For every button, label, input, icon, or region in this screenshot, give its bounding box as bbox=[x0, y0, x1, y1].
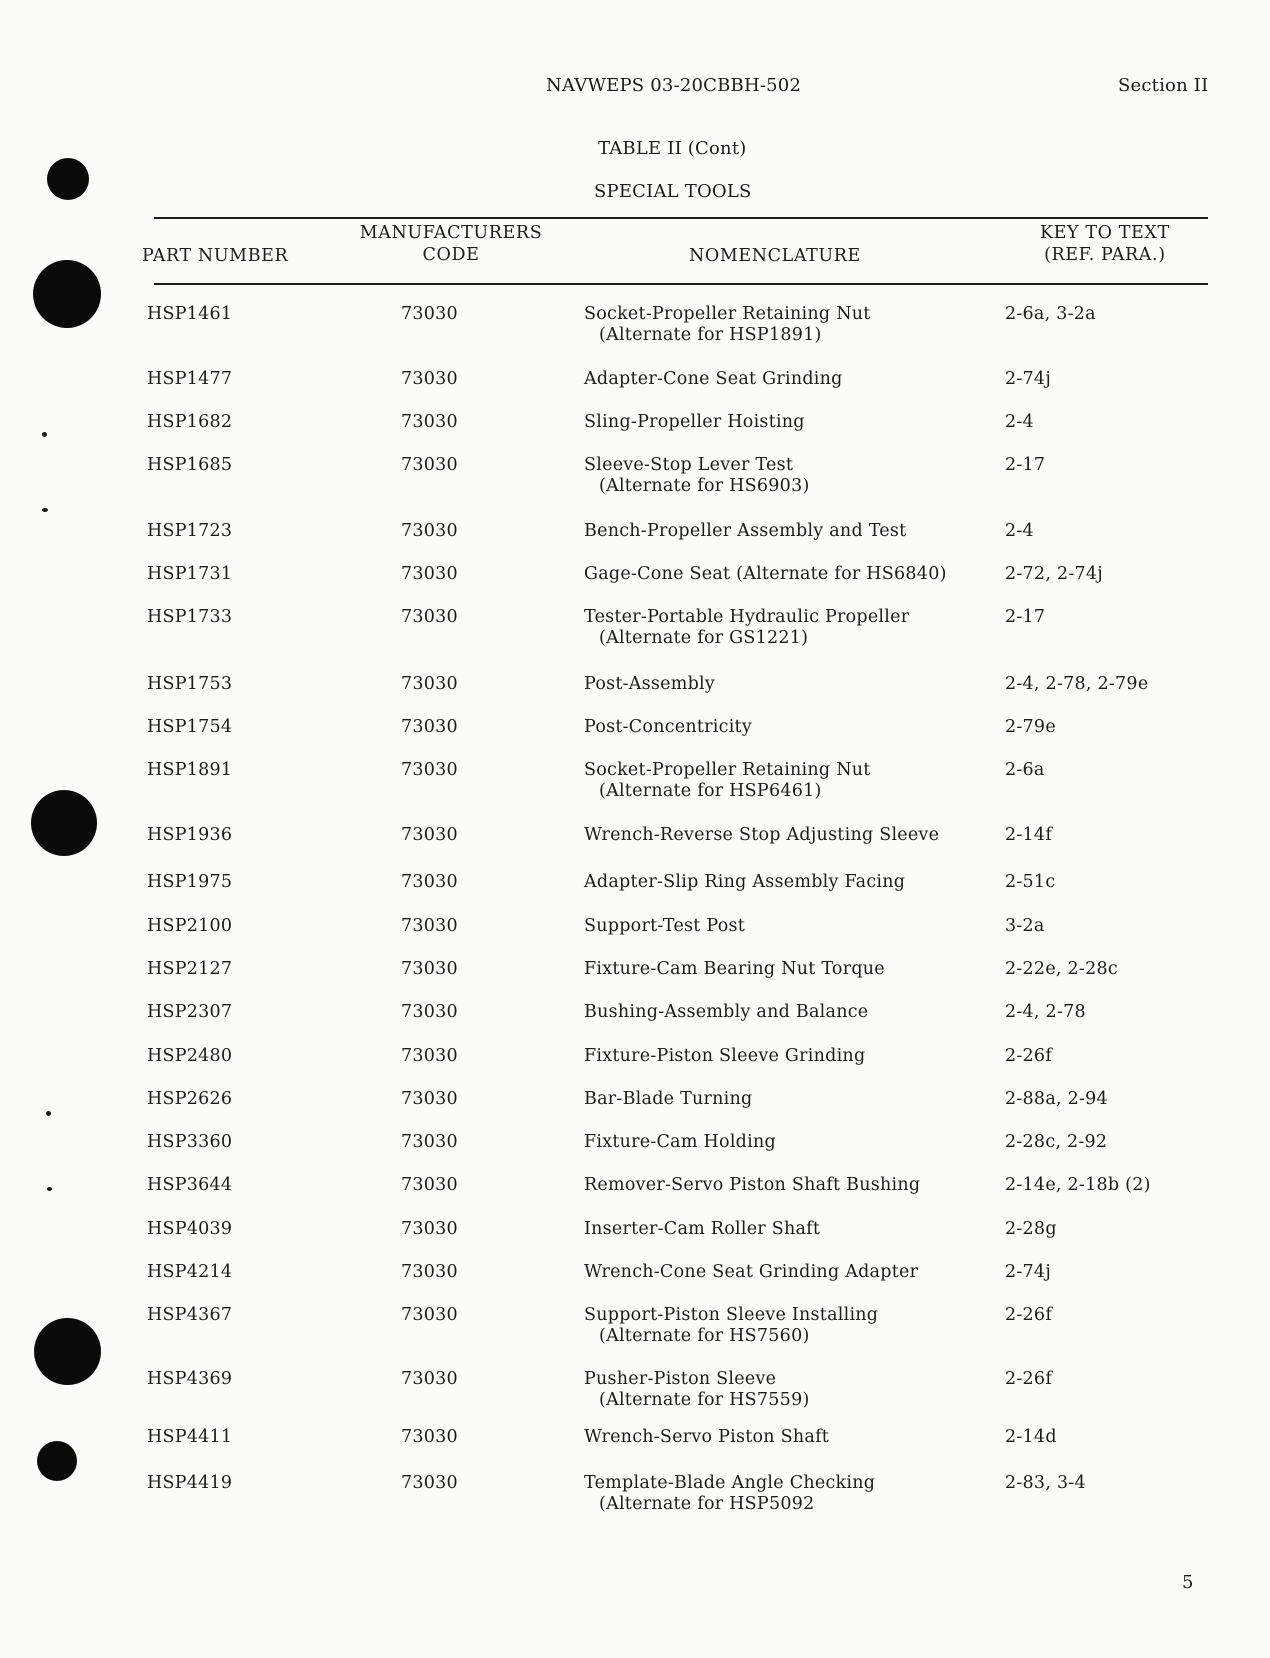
nomenclature-cell bbox=[584, 1305, 878, 1347]
key-to-text-cell: 2-4, 2-78, 2-79e bbox=[1005, 674, 1149, 694]
manufacturers-code-cell: 73030 bbox=[401, 369, 458, 389]
nomenclature-alternate-line: (Alternate for HSP6461) bbox=[599, 781, 822, 801]
part-number-cell: HSP1754 bbox=[147, 717, 233, 737]
nomenclature-line: Socket-Propeller Retaining Nut bbox=[584, 304, 871, 324]
nomenclature-cell: Inserter-Cam Roller Shaft bbox=[584, 1219, 821, 1239]
key-to-text-cell: 2-22e, 2-28c bbox=[1005, 959, 1118, 979]
manufacturers-code-cell: 73030 bbox=[401, 916, 458, 936]
key-to-text-cell: 2-26f bbox=[1005, 1369, 1053, 1389]
manufacturers-code-cell: 73030 bbox=[401, 674, 458, 694]
key-to-text-cell: 2-83, 3-4 bbox=[1005, 1473, 1086, 1493]
nomenclature-cell bbox=[584, 304, 871, 346]
manufacturers-code-cell: 73030 bbox=[401, 760, 458, 780]
key-to-text-cell: 2-4 bbox=[1005, 412, 1034, 432]
part-number-cell: HSP1731 bbox=[147, 564, 233, 584]
nomenclature-alternate-line: (Alternate for HS7560) bbox=[599, 1326, 810, 1346]
manufacturers-code-cell: 73030 bbox=[401, 1046, 458, 1066]
nomenclature-cell: Wrench-Cone Seat Grinding Adapter bbox=[584, 1262, 919, 1282]
part-number-cell: HSP2100 bbox=[147, 916, 233, 936]
manufacturers-code-cell: 73030 bbox=[401, 304, 458, 324]
part-number-cell: HSP3360 bbox=[147, 1132, 233, 1152]
nomenclature-cell: Bushing-Assembly and Balance bbox=[584, 1002, 869, 1022]
manufacturers-code-cell: 73030 bbox=[401, 455, 458, 475]
part-number-cell: HSP1733 bbox=[147, 607, 233, 627]
nomenclature-cell: Wrench-Servo Piston Shaft bbox=[584, 1427, 830, 1447]
manufacturers-code-cell: 73030 bbox=[401, 717, 458, 737]
part-number-cell: HSP1477 bbox=[147, 369, 233, 389]
part-number-cell: HSP1685 bbox=[147, 455, 233, 475]
manufacturers-code-cell: 73030 bbox=[401, 1369, 458, 1389]
part-number-cell: HSP4214 bbox=[147, 1262, 233, 1282]
nomenclature-cell bbox=[584, 760, 871, 802]
column-header-line: MANUFACTURERS bbox=[359, 223, 543, 243]
part-number-cell: HSP1461 bbox=[147, 304, 233, 324]
key-to-text-cell: 2-26f bbox=[1005, 1305, 1053, 1325]
column-header-line: (REF. PARA.) bbox=[1044, 245, 1166, 265]
nomenclature-cell bbox=[584, 607, 909, 649]
part-number-cell: HSP4039 bbox=[147, 1219, 233, 1239]
key-to-text-cell: 2-6a, 3-2a bbox=[1005, 304, 1096, 324]
key-to-text-cell: 2-51c bbox=[1005, 872, 1056, 892]
key-to-text-cell: 3-2a bbox=[1005, 916, 1045, 936]
nomenclature-cell: Post-Concentricity bbox=[584, 717, 752, 737]
key-to-text-cell: 2-79e bbox=[1005, 717, 1056, 737]
nomenclature-line: Support-Piston Sleeve Installing bbox=[584, 1305, 879, 1325]
manufacturers-code-cell: 73030 bbox=[401, 1305, 458, 1325]
part-number-cell: HSP4419 bbox=[147, 1473, 233, 1493]
part-number-cell: HSP2307 bbox=[147, 1002, 233, 1022]
key-to-text-cell: 2-4 bbox=[1005, 521, 1034, 541]
nomenclature-line: Template-Blade Angle Checking bbox=[584, 1473, 876, 1493]
part-number-cell: HSP2480 bbox=[147, 1046, 233, 1066]
part-number-cell: HSP2626 bbox=[147, 1089, 233, 1109]
part-number-cell: HSP3644 bbox=[147, 1175, 233, 1195]
nomenclature-line: Tester-Portable Hydraulic Propeller bbox=[584, 607, 910, 627]
manufacturers-code-cell: 73030 bbox=[401, 1219, 458, 1239]
section-label: Section II bbox=[1118, 75, 1209, 96]
manufacturers-code-cell: 73030 bbox=[401, 607, 458, 627]
key-to-text-cell: 2-4, 2-78 bbox=[1005, 1002, 1086, 1022]
key-to-text-cell: 2-28c, 2-92 bbox=[1005, 1132, 1108, 1152]
part-number-cell: HSP1753 bbox=[147, 674, 233, 694]
nomenclature-cell: Fixture-Cam Bearing Nut Torque bbox=[584, 959, 885, 979]
manufacturers-code-cell: 73030 bbox=[401, 1175, 458, 1195]
nomenclature-cell: Post-Assembly bbox=[584, 674, 716, 694]
key-to-text-cell: 2-26f bbox=[1005, 1046, 1053, 1066]
manufacturers-code-cell: 73030 bbox=[401, 959, 458, 979]
nomenclature-cell: Support-Test Post bbox=[584, 916, 745, 936]
manufacturers-code-cell: 73030 bbox=[401, 564, 458, 584]
nomenclature-alternate-line: (Alternate for HS6903) bbox=[599, 476, 810, 496]
nomenclature-cell: Bench-Propeller Assembly and Test bbox=[584, 521, 907, 541]
nomenclature-cell: Gage-Cone Seat (Alternate for HS6840) bbox=[584, 564, 947, 584]
nomenclature-cell bbox=[584, 1473, 875, 1515]
nomenclature-cell: Fixture-Piston Sleeve Grinding bbox=[584, 1046, 866, 1066]
nomenclature-cell: Sling-Propeller Hoisting bbox=[584, 412, 805, 432]
manufacturers-code-cell: 73030 bbox=[401, 872, 458, 892]
nomenclature-cell: Adapter-Cone Seat Grinding bbox=[584, 369, 843, 389]
manufacturers-code-cell: 73030 bbox=[401, 825, 458, 845]
nomenclature-cell: Adapter-Slip Ring Assembly Facing bbox=[584, 872, 906, 892]
manufacturers-code-cell: 73030 bbox=[401, 1089, 458, 1109]
manufacturers-code-cell: 73030 bbox=[401, 1473, 458, 1493]
document-number: NAVWEPS 03-20CBBH-502 bbox=[546, 75, 802, 96]
part-number-cell: HSP1975 bbox=[147, 872, 233, 892]
key-to-text-cell: 2-17 bbox=[1005, 607, 1046, 627]
table-subtitle: SPECIAL TOOLS bbox=[594, 181, 752, 202]
part-number-cell: HSP2127 bbox=[147, 959, 233, 979]
key-to-text-cell: 2-14f bbox=[1005, 825, 1053, 845]
nomenclature-cell: Bar-Blade Turning bbox=[584, 1089, 753, 1109]
nomenclature-alternate-line: (Alternate for HSP1891) bbox=[599, 325, 822, 345]
part-number-cell: HSP1891 bbox=[147, 760, 233, 780]
nomenclature-alternate-line: (Alternate for HS7559) bbox=[599, 1390, 810, 1410]
nomenclature-line: Pusher-Piston Sleeve bbox=[584, 1369, 777, 1389]
manufacturers-code-cell: 73030 bbox=[401, 1262, 458, 1282]
nomenclature-alternate-line: (Alternate for HSP5092 bbox=[599, 1494, 815, 1514]
part-number-cell: HSP1936 bbox=[147, 825, 233, 845]
key-to-text-cell: 2-14d bbox=[1005, 1427, 1057, 1447]
column-header-part-number: PART NUMBER bbox=[142, 246, 289, 266]
manufacturers-code-cell: 73030 bbox=[401, 1002, 458, 1022]
key-to-text-cell: 2-74j bbox=[1005, 369, 1051, 389]
key-to-text-cell: 2-72, 2-74j bbox=[1005, 564, 1103, 584]
key-to-text-cell: 2-74j bbox=[1005, 1262, 1051, 1282]
manufacturers-code-cell: 73030 bbox=[401, 412, 458, 432]
nomenclature-line: Socket-Propeller Retaining Nut bbox=[584, 760, 871, 780]
part-number-cell: HSP4367 bbox=[147, 1305, 233, 1325]
nomenclature-cell bbox=[584, 455, 810, 497]
page-number: 5 bbox=[1182, 1572, 1194, 1593]
manufacturers-code-cell: 73030 bbox=[401, 521, 458, 541]
key-to-text-cell: 2-6a bbox=[1005, 760, 1045, 780]
part-number-cell: HSP4411 bbox=[147, 1427, 233, 1447]
part-number-cell: HSP1723 bbox=[147, 521, 233, 541]
key-to-text-cell: 2-28g bbox=[1005, 1219, 1057, 1239]
part-number-cell: HSP4369 bbox=[147, 1369, 233, 1389]
key-to-text-cell: 2-17 bbox=[1005, 455, 1046, 475]
table-title: TABLE II (Cont) bbox=[598, 138, 747, 159]
nomenclature-line: Sleeve-Stop Lever Test bbox=[584, 455, 794, 475]
nomenclature-cell: Fixture-Cam Holding bbox=[584, 1132, 776, 1152]
manufacturers-code-cell: 73030 bbox=[401, 1132, 458, 1152]
column-header-line: KEY TO TEXT bbox=[1040, 223, 1170, 243]
manufacturers-code-cell: 73030 bbox=[401, 1427, 458, 1447]
nomenclature-cell: Wrench-Reverse Stop Adjusting Sleeve bbox=[584, 825, 940, 845]
nomenclature-cell bbox=[584, 1369, 810, 1411]
column-header-nomenclature: NOMENCLATURE bbox=[689, 246, 861, 266]
nomenclature-alternate-line: (Alternate for GS1221) bbox=[599, 628, 809, 648]
column-header-line: CODE bbox=[422, 245, 480, 265]
nomenclature-cell: Remover-Servo Piston Shaft Bushing bbox=[584, 1175, 921, 1195]
key-to-text-cell: 2-14e, 2-18b (2) bbox=[1005, 1175, 1151, 1195]
key-to-text-cell: 2-88a, 2-94 bbox=[1005, 1089, 1108, 1109]
part-number-cell: HSP1682 bbox=[147, 412, 233, 432]
